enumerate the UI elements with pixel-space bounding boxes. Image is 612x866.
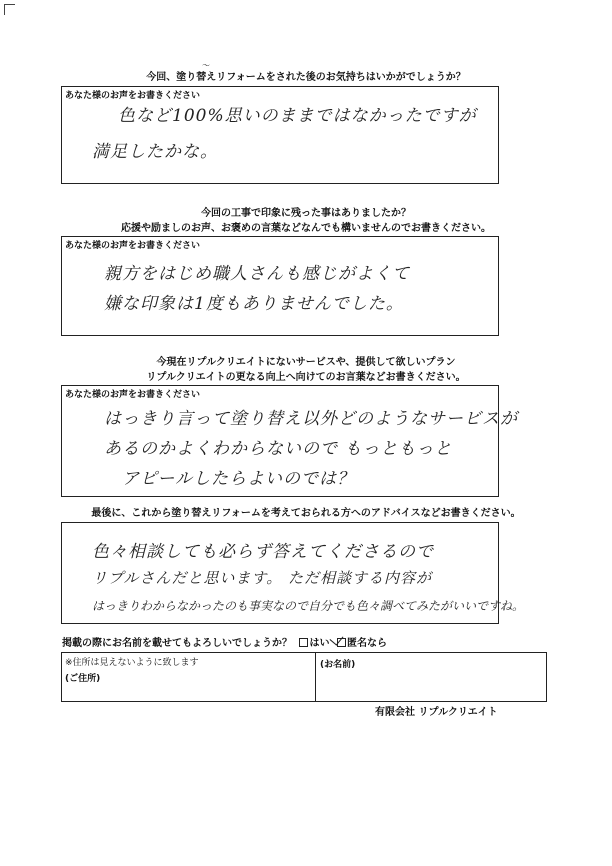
question-1: 今回、塗り替えリフォームをされた後のお気持ちはいかがでしょうか？ bbox=[146, 72, 466, 83]
handwriting-line: 嫌な印象は1度もありませんでした。 bbox=[104, 294, 404, 314]
company-name: 有限会社 リプルクリエイト bbox=[375, 707, 498, 718]
checkbox-yes[interactable] bbox=[299, 638, 308, 647]
scan-corner-mark bbox=[4, 4, 15, 15]
answer-box-3 bbox=[61, 385, 518, 497]
question-4: 最後に、これから塗り替えリフォームを考えておられる方へのアドバイスなどお書きください。 bbox=[91, 508, 521, 519]
checkbox-anonymous[interactable] bbox=[337, 638, 346, 647]
question-3-line-1: 今現在リプルクリエイトにないサービスや、提供して欲しいプラン bbox=[156, 357, 456, 368]
box-label: あなた様のお声をお書きください bbox=[65, 91, 201, 101]
handwriting-line: 色など100%思いのままではなかったですが bbox=[118, 106, 477, 126]
option-anonymous-label: 匿名なら bbox=[346, 638, 387, 649]
box-label: あなた様のお声をお書きください bbox=[65, 241, 201, 251]
option-yes-label: はい bbox=[309, 638, 330, 649]
question-3-line-2: リプルクリエイトの更なる向上へ向けてのお言葉などお書きください。 bbox=[146, 372, 466, 383]
scan-mark: 〜 bbox=[202, 61, 210, 70]
name-label: (お名前) bbox=[320, 660, 356, 670]
answer-box-1 bbox=[61, 86, 499, 184]
handwriting-line: 満足したかな。 bbox=[92, 142, 218, 162]
consent-question: 掲載の際にお名前を載せてもよろしいでしょうか？ bbox=[62, 638, 292, 649]
handwriting-line: 親方をはじめ職人さんも感じがよくて bbox=[104, 264, 410, 284]
address-name-box bbox=[61, 652, 547, 702]
answer-box-2 bbox=[61, 236, 499, 336]
handwriting-line: アピールしたらよいのでは？ bbox=[122, 469, 355, 489]
question-2-line-2: 応援や励ましのお声、お褒めの言葉などなんでも構いませんのでお書きください。 bbox=[121, 223, 491, 234]
question-2-line-1: 今回の工事で印象に残った事はありましたか？ bbox=[201, 208, 411, 219]
address-label: (ご住所) bbox=[65, 674, 101, 684]
handwriting-line: はっきりわからなかったのも事実なので自分でも色々調べてみたがいいですね。 bbox=[92, 599, 525, 613]
handwriting-line: あるのかよくわからないので もっともっと bbox=[104, 439, 453, 459]
handwriting-line: リプルさんだと思います。 ただ相談する内容が bbox=[92, 569, 432, 587]
answer-box-4 bbox=[61, 522, 525, 624]
address-note: ※住所は見えないように致します bbox=[65, 658, 199, 668]
handwriting-line: はっきり言って塗り替え以外どのようなサービスが bbox=[104, 409, 518, 429]
consent-row bbox=[62, 634, 387, 649]
box-label: あなた様のお声をお書きください bbox=[65, 390, 201, 400]
address-divider bbox=[315, 653, 316, 701]
handwriting-line: 色々相談しても必らず答えてくださるので bbox=[92, 542, 434, 562]
